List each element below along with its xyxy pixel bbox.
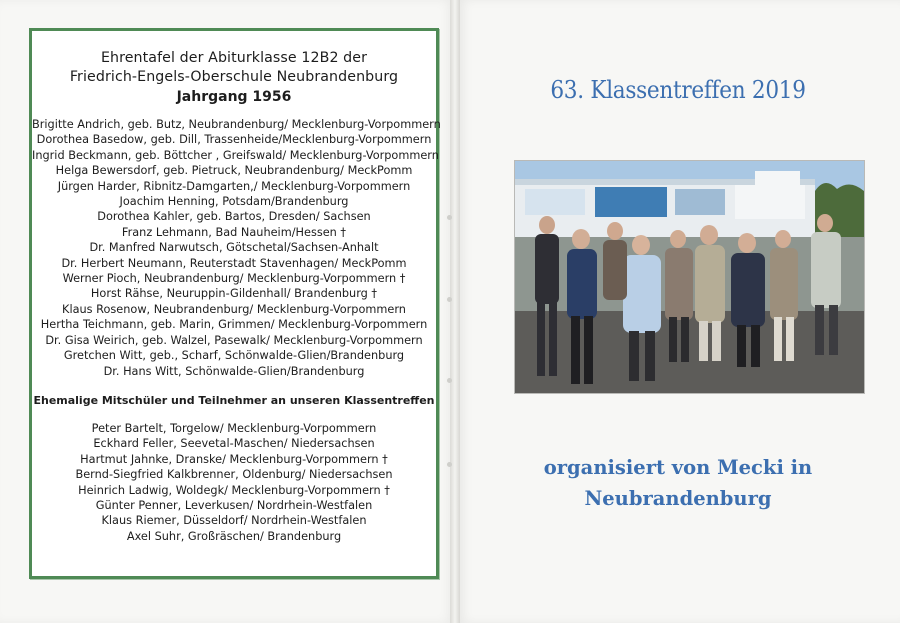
reunion-caption [456,452,900,514]
classmate-entry: Günter Penner, Leverkusen/ Nordrhein-Westfalen [95,498,373,512]
graduate-entry: Brigitte Andrich, geb. Butz, Neubrandenburg/ Mecklenburg-Vorpommern [32,118,441,131]
classmate-entry: Eckhard Feller, Seevetal-Maschen/ Niedersachsen [93,437,375,451]
graduate-entry: Dr. Gisa Weirich, geb. Walzel, Pasewalk/ Mecklenburg-Vorpommern [45,333,423,347]
former-classmates-heading: Ehemalige Mitschüler und Teilnehmer an unseren Klassentreffen [33,393,435,407]
graduate-entry: Horst Rähse, Neuruppin-Gildenhall/ Brandenburg † [90,287,378,301]
graduate-entry: Klaus Rosenow, Neubrandenburg/ Mecklenburg-Vorpommern [62,302,406,316]
binding-hole [447,215,452,220]
graduate-entry: Werner Pioch, Neubrandenburg/ Mecklenburg-Vorpommern † [62,272,406,286]
graduate-entry: Dr. Manfred Narwutsch, Götschetal/Sachsen-Anhalt [89,241,379,255]
graduate-entry: Dr. Hans Witt, Schönwalde-Glien/Brandenburg [103,364,365,378]
graduate-entry: Hertha Teichmann, geb. Marin, Grimmen/ Mecklenburg-Vorpommern [40,318,428,332]
classmate-entry: Axel Suhr, Großräschen/ Brandenburg [126,529,342,543]
graduate-entry: Helga Bewersdorf, geb. Pietruck, Neubrandenburg/ MeckPomm [55,164,413,178]
reunion-title: 63. Klassentreffen 2019 [550,76,806,104]
binding-hole [447,462,452,467]
former-classmates-list [32,421,436,544]
graduate-entry: Jürgen Harder, Ribnitz-Damgarten,/ Mecklenburg-Vorpommern [57,179,411,193]
classmate-entry: Peter Bartelt, Torgelow/ Mecklenburg-Vorpommern [91,421,377,435]
graduate-entry: Joachim Henning, Potsdam/Brandenburg [119,195,349,209]
graduate-entry: Franz Lehmann, Bad Nauheim/Hessen † [121,225,347,239]
classmate-entry: Klaus Riemer, Düsseldorf/ Nordrhein-Westfalen [101,514,367,528]
graduate-entry: Gretchen Witt, geb., Scharf, Schönwalde-Glien/Brandenburg [63,349,405,363]
group-photo-illustration [515,161,864,393]
binding-hole [447,378,452,383]
graduate-entry: Dorothea Kahler, geb. Bartos, Dresden/ Sachsen [97,210,371,224]
honor-board-frame [29,28,439,579]
group-photo [514,160,865,394]
classmate-entry: Heinrich Ladwig, Woldegk/ Mecklenburg-Vorpommern † [78,483,390,497]
honor-board-title-line1: Ehrentafel der Abiturklasse 12B2 der [100,50,368,66]
graduate-entry: Dr. Herbert Neumann, Reuterstadt Stavenhagen/ MeckPomm [61,256,407,270]
honor-board-title-line2: Friedrich-Engels-Oberschule Neubrandenburg [69,69,399,85]
graduate-entry: Ingrid Beckmann, geb. Böttcher , Greifswald/ Mecklenburg-Vorpommern [32,148,439,162]
honor-board-year: Jahrgang 1956 [176,89,292,105]
graduates-list [32,117,441,379]
binding-hole [447,297,452,302]
reunion-caption-line1: organisiert von Mecki in [543,456,813,479]
reunion-caption-line2: Neubrandenburg [584,487,772,510]
graduate-entry: Dorothea Basedow, geb. Dill, Trassenheide/Mecklenburg-Vorpommern [36,133,432,147]
classmate-entry: Hartmut Jahnke, Dranske/ Mecklenburg-Vorpommern † [80,452,388,466]
classmate-entry: Bernd-Siegfried Kalkbrenner, Oldenburg/ Niedersachsen [75,468,393,482]
